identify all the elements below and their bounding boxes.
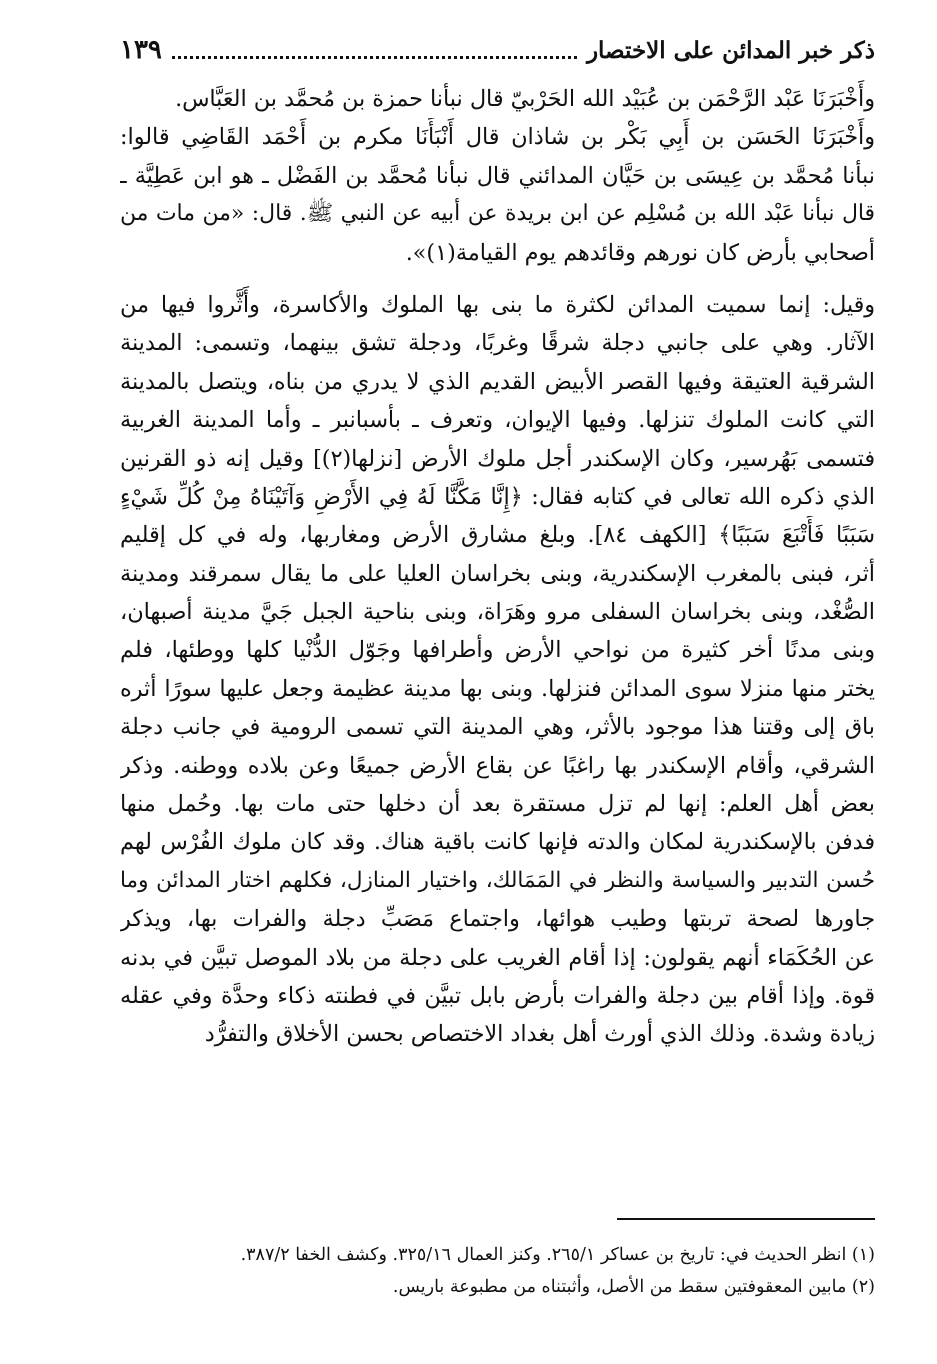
text-line: يختر منها منزلا سوى المدائن فنزلها. وبنى بها مدينة عظيمة وجعل عليها سورًا أثره (120, 675, 875, 702)
text-line: أصحابي بأرض كان نورهم وقائدهم يوم القيامة(١)». (405, 239, 875, 266)
text-line: جاورها لصحة تربتها وطيب هوائها، واجتماع مَصَبِّ دجلة والفرات بها، ويذكر (120, 906, 875, 933)
footnote-1: (١) انظر الحديث في: تاريخ بن عساكر ٢٦٥/١. وكنز العمال ٣٢٥/١٦. وكشف الخفا ٣٨٧/٢. (240, 1245, 875, 1265)
text-line: قال نبأنا عَبْد الله بن مُسْلِم عن ابن بريدة عن أبيه عن النبي ﷺ. قال: «من مات من (120, 201, 875, 227)
text-line: حُسن التدبير والسياسة والنظر في المَمَالك، واختيار المنازل، فكلهم اختار المدائن وما (120, 867, 875, 893)
text-line: التي كانت الملوك تنزلها. وفيها الإيوان، وتعرف ـ بأسبانبر ـ وأما المدينة الغربية (120, 407, 875, 434)
text-line: بعض أهل العلم: إنها لم تزل مستقرة بعد أن دخلها حتى مات بها. وحُمل منها (120, 791, 875, 818)
footnote-2: (٢) مابين المعقوفتين سقط من الأصل، وأثبتناه من مطبوعة باريس. (392, 1277, 875, 1297)
paragraph-gap (120, 272, 875, 286)
text-line: الشرقي، وأقام الإسكندر بها راغبًا عن بقاع الأرض جميعًا وعن بلاده ووطنه. وذكر (120, 752, 875, 779)
text-line: وقيل: إنما سميت المدائن لكثرة ما بنى بها الملوك والأكاسرة، وأَثَّروا فيها من (120, 291, 875, 318)
text-line: فدفن بالإسكندرية لمكان والدته فإنها كانت باقية هناك. وقد كان ملوك الفُرْس لهم (120, 829, 875, 856)
main-text (120, 80, 875, 1054)
text-line: الذي ذكره الله تعالى في كتابه فقال: ﴿إِنَّا مَكَّنَّا لَهُ فِي الأَرْضِ وَآتَيْنَاهُ مِنْ كُلِّ شَيْءٍ (120, 483, 875, 510)
text-line: وأَخْبَرَنَا عَبْد الرَّحْمَن بن عُبَيْد الله الحَرْبيّ قال نبأنا حمزة بن مُحمَّد بن العَبَّاس. (175, 86, 875, 112)
running-header (120, 30, 875, 70)
text-line: نبأنا مُحمَّد بن عِيسَى بن حَيَّان المدائني قال نبأنا مُحمَّد بن الفَضْل ـ هو ابن عَطِيَّة ـ (120, 162, 875, 189)
text-line: فتسمى بَهُرسير، وكان الإسكندر أجل ملوك الأرض [نزلها(٢)] وقيل إنه ذو القرنين (120, 445, 875, 472)
text-line: زيادة وشدة. وذلك الذي أورث أهل بغداد الاختصاص بحسن الأخلاق والتفرُّد (204, 1021, 875, 1048)
text-line: أثر، فبنى بالمغرب الإسكندرية، وبنى بخراسان العليا على ما يقال سمرقند ومدينة (120, 560, 875, 587)
text-line: الصُّغْد، وبنى بخراسان السفلى مرو وهَرَاة، وبنى بناحية الجبل جَيَّ مدينة أصبهان، (120, 599, 875, 626)
text-line: عن الحُكَمَاء أنهم يقولون: إذا أقام الغريب على دجلة من بلاد الموصل تبيَّن في بدنه (120, 944, 875, 971)
text-line: قوة. وإذا أقام بين دجلة والفرات بأرض بابل تبيَّن في فطنته ذكاء وحدَّة وفي عقله (120, 982, 875, 1009)
text-line: سَبَبًا فَأَتْبَعَ سَبَبًا﴾ [الكهف ٨٤]. وبلغ مشارق الأرض ومغاربها، وله في كل إقليم (120, 522, 875, 549)
page-number: ١٣٩ (120, 35, 162, 65)
leader-dots (172, 56, 577, 59)
chapter-title: ذكر خبر المدائن على الاختصار (586, 36, 875, 64)
text-line: باق إلى وقتنا هذا موجود بالأثر، وهي المدينة التي تسمى الرومية في جانب دجلة (120, 714, 875, 741)
footnote-rule (617, 1218, 875, 1220)
text-line: الآثار. وهي على جانبي دجلة شرقًا وغربًا، ودجلة تشق بينهما، وتسمى: المدينة (120, 330, 875, 357)
text-line: وأَخْبَرَنَا الحَسَن بن أَبِي بَكْر بن شاذان قال أَنْبَأَنَا مكرم بن أَحْمَد القَاضِي قالوا: (120, 124, 875, 151)
text-line: وبنى مدنًا أخر كثيرة من نواحي الأرض وأطرافها وجَوّل الدُّنْيا كلها ووطئها، فلم (120, 637, 875, 664)
text-line: الشرقية العتيقة وفيها القصر الأبيض القديم الذي لا يدري من بناه، ويتصل بالمدينة (120, 368, 875, 395)
